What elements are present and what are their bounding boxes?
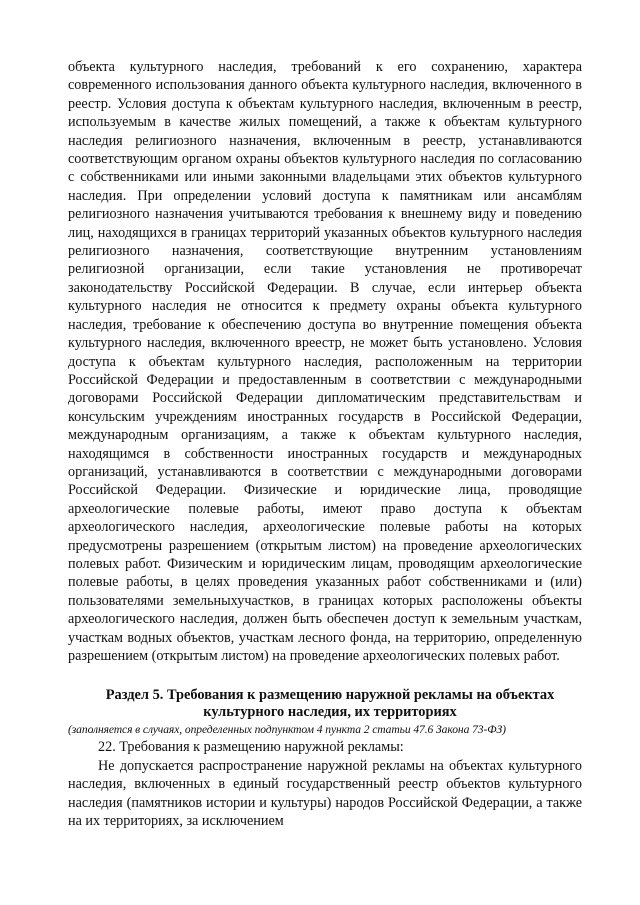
section-note: (заполняется в случаях, определенных подпунктом 4 пункта 2 статьи 47.6 Закона 73-ФЗ): [68, 723, 506, 737]
document-page: [68, 58, 582, 830]
section-heading-line-1: Раздел 5. Требования к размещению наружной рекламы на объектах: [105, 687, 555, 704]
section-heading: [68, 687, 582, 721]
section-heading-line-2: культурного наследия, их территориях: [203, 704, 457, 721]
item-22-heading: 22. Требования к размещению наружной рекламы:: [98, 739, 404, 756]
body-paragraph-access-conditions: объекта культурного наследия, требований к его сохранению, характера современного использования данного объекта культурного наследия, включенного в реестр. Условия доступа к объектам культурного наследия, включенным в реестр, используемым в качестве жилых помещений, а также к объектам культурного наследия религиозного назначения, включенным в реестр, устанавливаются соответствующим органом охраны объектов культурного наследия по согласованию с собственниками или иными законными владельцами этих объектов культурного наследия. При определении условий доступа к памятникам или ансамблям религиозного назначения учитываются требования к внешнему виду и поведению лиц, находящихся в границах территорий указанных объектов культурного наследия религиозного назначения, соответствующие внутренним установлениям религиозной организации, если такие установления не противоречат законодательству Российской Федерации. В случае, если интерьер объекта культурного наследия не относится к предмету охраны объекта культурного наследия, требование к обеспечению доступа во внутренние помещения объекта культурного наследия, включенного вреестр, не может быть установлено. Условия доступа к объектам культурного наследия, расположенным на территории Российской Федерации и предоставленным в соответствии с международными договорами Российской Федерации дипломатическим представительствам и консульским учреждениям иностранных государств в Российской Федерации, международным организациям, а также к объектам культурного наследия, находящимся в собственности иностранных государств и международных организаций, устанавливаются в соответствии с международными договорами Российской Федерации. Физические и юридические лица, проводящие археологические полевые работы, имеют право доступа к объектам археологического наследия, археологические полевые работы на которых предусмотрены разрешением (открытым листом) на проведение археологических полевых работ. Физическим и юридическим лицам, проводящим археологические полевые работы, в целях проведения указанных работ собственниками и (или) пользователями земельныхучастков, в границах которых расположены объекты археологического наследия, должен быть обеспечен доступ к земельным участкам, участкам водных объектов, участкам лесного фонда, на территорию, определенную разрешением (открытым листом) на проведение археологических полевых работ.: [68, 59, 582, 664]
body-paragraph-advertising: Не допускается распространение наружной рекламы на объектах культурного наследия, включенных в единый государственный реестр объектов культурного наследия (памятников истории и культуры) народов Российской Федерации, а также на их территориях, за исключением: [68, 757, 582, 830]
